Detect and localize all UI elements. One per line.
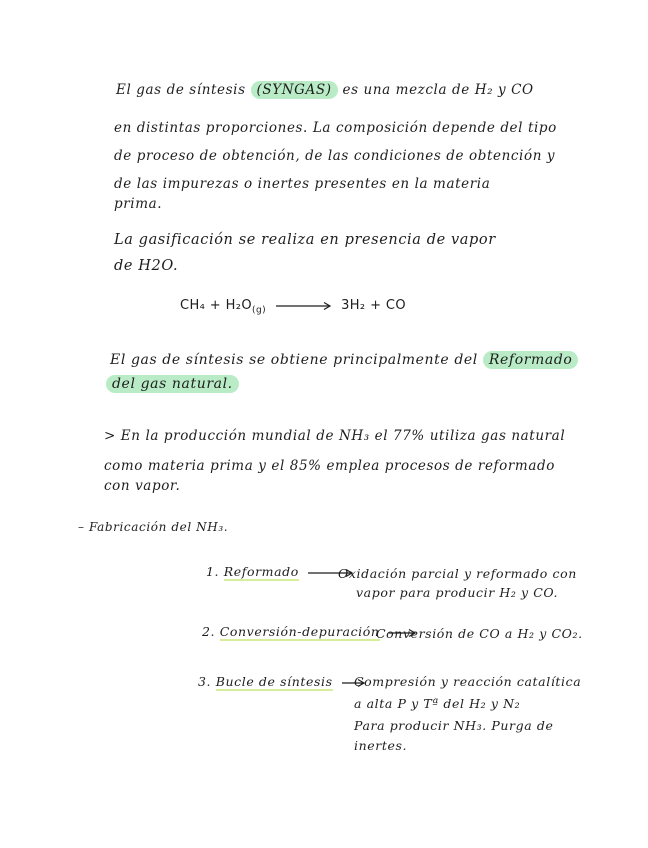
step-1-desc-1: Oxidación parcial y reformado con <box>338 566 577 581</box>
step-3-desc-4: inertes. <box>354 738 408 753</box>
step-name: Bucle de síntesis <box>215 674 333 689</box>
step-1-desc-2: vapor para producir H₂ y CO. <box>356 585 559 600</box>
intro-line-4: de las impurezas o inertes presentes en la materia <box>114 176 491 192</box>
reaction-equation <box>180 298 406 316</box>
reformado-line-1 <box>110 352 578 368</box>
step-3-desc-3: Para producir NH₃. Purga de <box>354 718 554 733</box>
gasif-line-2: de H2O. <box>114 258 179 274</box>
intro-line-5: prima. <box>114 196 163 212</box>
stats-line-2: como materia prima y el 85% emplea procesos de reformado <box>104 458 555 474</box>
intro-text: es una mezcla de H₂ y CO <box>342 82 534 98</box>
eq-phase: (g) <box>252 305 266 316</box>
stats-line-1: > En la producción mundial de NH₃ el 77% utiliza gas natural <box>104 428 566 444</box>
step-3-desc-2: a alta P y Tª del H₂ y N₂ <box>354 696 521 711</box>
intro-text: El gas de síntesis <box>116 82 246 98</box>
step-number: 3. <box>198 674 212 689</box>
step-number: 2. <box>202 624 216 639</box>
eq-reactants: CH₄ + H₂O <box>180 298 253 313</box>
stats-line-3: con vapor. <box>104 478 181 494</box>
arrow-icon <box>275 301 333 311</box>
step-name: Conversión-depuración <box>219 624 380 639</box>
reformado-highlight: Reformado <box>483 351 579 369</box>
step-3-desc-1: Compresión y reacción catalítica <box>354 674 582 689</box>
intro-line-3: de proceso de obtención, de las condiciones de obtención y <box>114 148 556 164</box>
fab-heading: – Fabricación del NH₃. <box>78 520 229 534</box>
intro-line-1 <box>116 82 534 98</box>
step-number: 1. <box>206 564 220 579</box>
gasif-line-1: La gasificación se realiza en presencia de vapor <box>114 232 496 248</box>
reformado-text: El gas de síntesis se obtiene principalmente del <box>110 352 478 368</box>
step-1-title <box>206 564 359 581</box>
step-3-title <box>198 674 371 691</box>
reformado-line-2 <box>106 376 239 392</box>
eq-products: 3H₂ + CO <box>341 298 407 313</box>
step-2-desc-1: Conversión de CO a H₂ y CO₂. <box>376 626 583 641</box>
gas-natural-highlight: del gas natural. <box>106 375 239 393</box>
syngas-highlight: (SYNGAS) <box>251 81 338 99</box>
step-name: Reformado <box>223 564 299 579</box>
intro-line-2: en distintas proporciones. La composición depende del tipo <box>114 120 557 136</box>
